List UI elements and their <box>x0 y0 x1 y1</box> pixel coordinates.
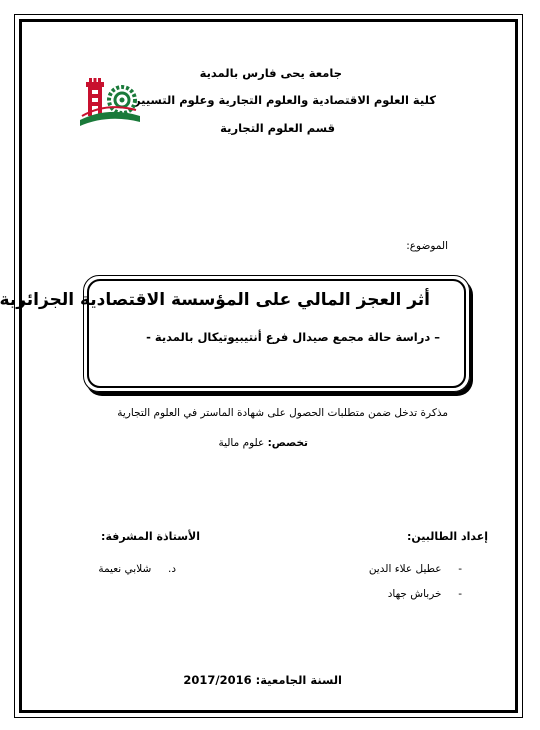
student-item <box>369 563 462 575</box>
academic-year <box>183 673 342 687</box>
student-item <box>388 588 462 600</box>
specialization <box>218 437 308 449</box>
subject-label: الموضوع: <box>406 240 448 252</box>
thesis-title: أثر العجز المالي على المؤسسة الاقتصادية الجزائرية <box>0 290 430 310</box>
bullet: - <box>458 563 462 575</box>
supervisor-item <box>98 563 176 575</box>
academic-year-value: 2017/2016 <box>183 673 252 687</box>
specialization-value: علوم مالية <box>218 437 265 449</box>
faculty-name: كلية العلوم الاقتصادية والعلوم التجارية وعلوم التسيير <box>134 93 436 107</box>
supervisor-heading: الأستاذة المشرفة: <box>101 530 200 543</box>
academic-year-label: السنة الجامعية: <box>255 673 342 687</box>
thesis-note: مذكرة تدخل ضمن متطلبات الحصول على شهادة الماستر في العلوم التجارية <box>117 407 448 419</box>
university-logo-icon <box>78 72 142 128</box>
student-name: خرباش جهاد <box>387 588 442 600</box>
student-name: عطيل علاء الدين <box>368 563 442 575</box>
university-name: جامعة يحى فارس بالمدية <box>199 66 342 80</box>
supervisor-name: شلابي نعيمة <box>98 563 152 575</box>
supervisor-prefix: د. <box>167 563 176 575</box>
specialization-label: تخصص: <box>267 437 308 449</box>
bullet: - <box>458 588 462 600</box>
thesis-subtitle: – دراسة حالة مجمع صيدال فرع أنتيبيوتيكال بالمدية - <box>146 330 440 344</box>
department-name: قسم العلوم التجارية <box>220 121 335 135</box>
students-heading: إعداد الطالبين: <box>406 530 488 543</box>
